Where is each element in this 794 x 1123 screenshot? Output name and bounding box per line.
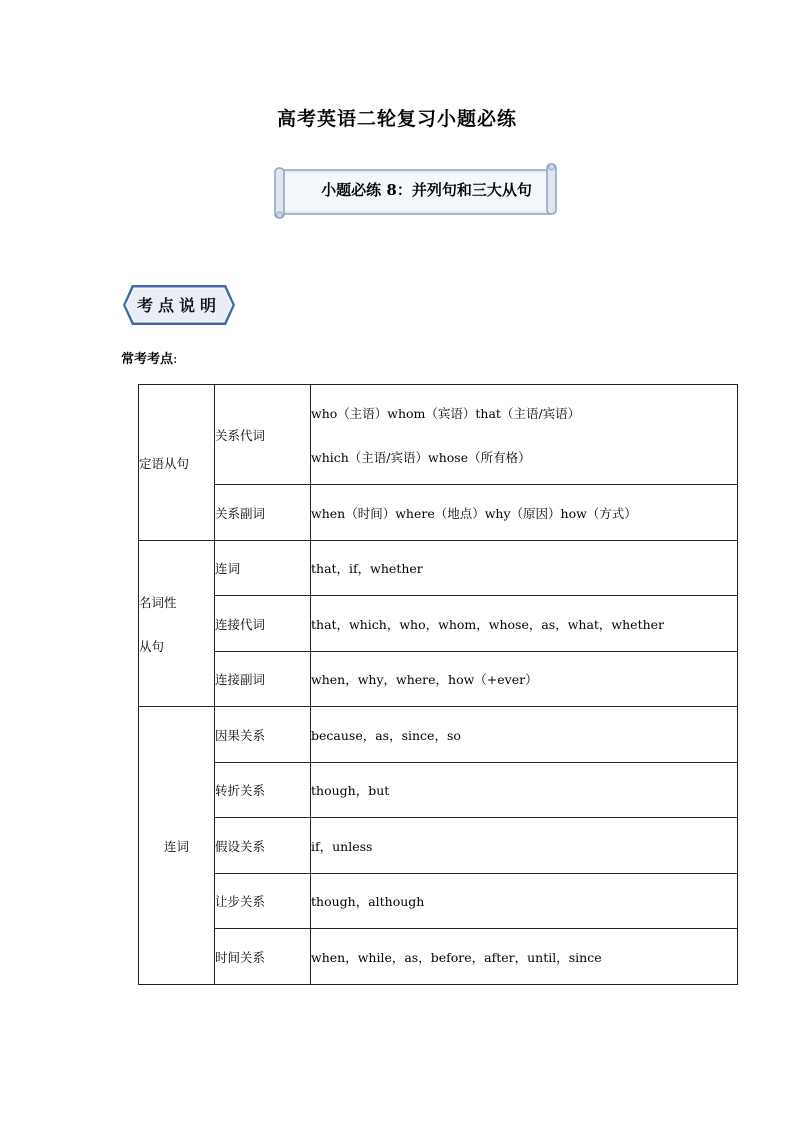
category-cell: 连词 (139, 707, 215, 985)
table-row (139, 874, 738, 929)
subtype-cell: 关系副词 (215, 485, 311, 541)
table-row (139, 652, 738, 707)
content-cell: when（时间）where（地点）why（原因）how（方式） (311, 485, 738, 541)
banner-scroll (273, 162, 558, 220)
table-row (139, 385, 738, 485)
content-cell: that，if，whether (311, 541, 738, 596)
content-line: which（主语/宾语）whose（所有格） (311, 449, 531, 465)
section-heading-colon: : (173, 352, 178, 367)
table-row (139, 707, 738, 763)
subtype-cell: 关系代词 (215, 385, 311, 485)
table-row (139, 929, 738, 985)
content-cell: if，unless (311, 818, 738, 874)
table-row (139, 818, 738, 874)
table-row (139, 541, 738, 596)
document-title: 高考英语二轮复习小题必练 (276, 108, 517, 130)
subtype-cell: 连词 (215, 541, 311, 596)
content-cell: that，which，who，whom，whose，as，what，whether (311, 596, 738, 652)
category-cell (139, 541, 215, 707)
subtype-cell: 转折关系 (215, 763, 311, 818)
table-row (139, 763, 738, 818)
section-heading-text: 常考考点 (121, 352, 174, 367)
content-cell (311, 385, 738, 485)
section-heading (121, 348, 177, 367)
content-cell: because，as，since，so (311, 707, 738, 763)
subtype-cell: 连接代词 (215, 596, 311, 652)
grammar-table (138, 384, 738, 985)
content-cell: though，although (311, 874, 738, 929)
category-line: 名词性 (139, 594, 177, 610)
content-line: who（主语）whom（宾语）that（主语/宾语） (311, 405, 581, 421)
subtype-cell: 时间关系 (215, 929, 311, 985)
table-row (139, 485, 738, 541)
badge-label: 考点说明 (136, 296, 221, 315)
subtype-cell: 因果关系 (215, 707, 311, 763)
subtype-cell: 连接副词 (215, 652, 311, 707)
category-line: 从句 (139, 638, 165, 654)
content-cell: when，why，where，how（+ever） (311, 652, 738, 707)
section-badge (122, 284, 236, 326)
banner-title: 小题必练 8：并列句和三大从句 (321, 181, 532, 199)
subtype-cell: 让步关系 (215, 874, 311, 929)
table-row (139, 596, 738, 652)
content-cell: when，while，as，before，after，until，since (311, 929, 738, 985)
content-cell: though，but (311, 763, 738, 818)
subtype-cell: 假设关系 (215, 818, 311, 874)
category-cell: 定语从句 (139, 385, 215, 541)
